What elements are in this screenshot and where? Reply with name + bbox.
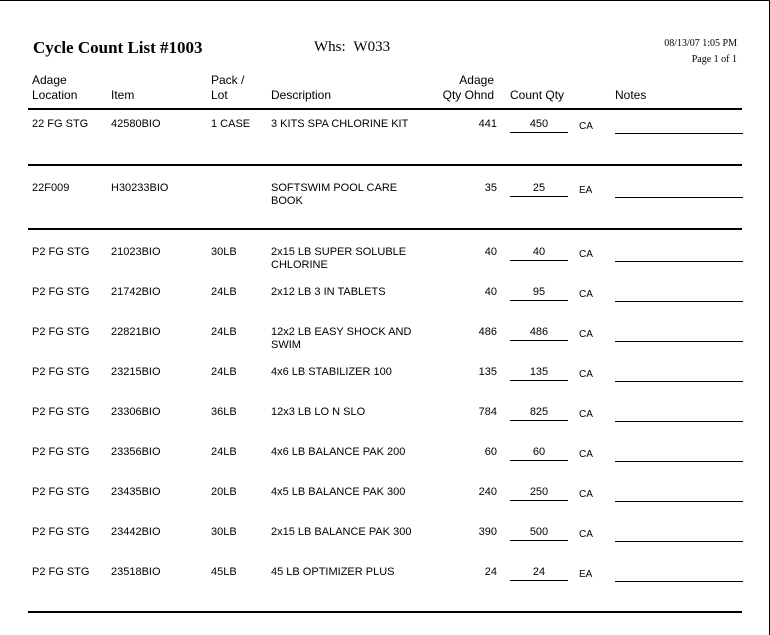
row-count-qty: 250 bbox=[510, 486, 568, 501]
row-qty-on-hand: 486 bbox=[478, 326, 497, 338]
row-description: 2x15 LB BALANCE PAK 300 bbox=[271, 526, 412, 538]
row-location: P2 FG STG bbox=[32, 566, 90, 578]
row-qty-on-hand: 24 bbox=[484, 566, 497, 578]
row-location: P2 FG STG bbox=[32, 286, 90, 298]
row-pack: 1 CASE bbox=[211, 118, 251, 130]
row-item: 23435BIO bbox=[111, 486, 161, 498]
row-notes-line bbox=[615, 461, 743, 462]
row-uom: CA bbox=[579, 489, 593, 500]
row-notes-line bbox=[615, 581, 743, 582]
row-item: 21742BIO bbox=[111, 286, 161, 298]
row-item: 23356BIO bbox=[111, 446, 161, 458]
row-pack: 45LB bbox=[211, 566, 237, 578]
column-header-location-line2: Location bbox=[32, 88, 78, 102]
row-item: 23215BIO bbox=[111, 366, 161, 378]
row-uom: CA bbox=[579, 121, 593, 132]
row-item: H30233BIO bbox=[111, 182, 169, 194]
column-header-location bbox=[32, 73, 77, 103]
row-qty-on-hand: 35 bbox=[484, 182, 497, 194]
row-uom: CA bbox=[579, 249, 593, 260]
row-item: 23306BIO bbox=[111, 406, 161, 418]
row-pack: 20LB bbox=[211, 486, 237, 498]
row-item: 42580BIO bbox=[111, 118, 161, 130]
row-count-qty: 450 bbox=[510, 118, 568, 133]
column-header-notes: Notes bbox=[615, 88, 647, 102]
row-count-qty: 486 bbox=[510, 326, 568, 341]
column-header-qty-line2: Qty Ohnd bbox=[442, 88, 494, 102]
row-qty-on-hand: 441 bbox=[478, 118, 497, 130]
row-description: 12x3 LB LO N SLO bbox=[271, 406, 366, 418]
row-qty-on-hand: 784 bbox=[478, 406, 497, 418]
row-item: 22821BIO bbox=[111, 326, 161, 338]
column-header-qty-line1: Adage bbox=[459, 73, 494, 87]
row-uom: CA bbox=[579, 329, 593, 340]
row-description: 4x5 LB BALANCE PAK 300 bbox=[271, 486, 406, 498]
row-qty-on-hand: 135 bbox=[478, 366, 497, 378]
group-rule bbox=[28, 164, 742, 166]
row-notes-line bbox=[615, 541, 743, 542]
row-count-qty: 60 bbox=[510, 446, 568, 461]
row-notes-line bbox=[615, 197, 743, 198]
row-pack: 36LB bbox=[211, 406, 237, 418]
row-uom: CA bbox=[579, 409, 593, 420]
row-count-qty: 40 bbox=[510, 246, 568, 261]
row-location: P2 FG STG bbox=[32, 446, 90, 458]
warehouse-label bbox=[314, 39, 390, 56]
column-header-item: Item bbox=[111, 88, 135, 102]
row-notes-line bbox=[615, 381, 743, 382]
row-item: 23518BIO bbox=[111, 566, 161, 578]
row-location: P2 FG STG bbox=[32, 246, 90, 258]
row-description: SOFTSWIM POOL CARE BOOK bbox=[271, 182, 398, 207]
row-description: 12x2 LB EASY SHOCK AND SWIM bbox=[271, 326, 412, 351]
column-header-pack-line1: Pack / bbox=[211, 73, 245, 87]
column-header-pack-line2: Lot bbox=[211, 88, 228, 102]
column-header-description: Description bbox=[271, 88, 332, 102]
row-notes-line bbox=[615, 501, 743, 502]
page-number: Page 1 of 1 bbox=[691, 54, 737, 65]
row-qty-on-hand: 390 bbox=[478, 526, 497, 538]
row-location: P2 FG STG bbox=[32, 366, 90, 378]
row-description: 4x6 LB BALANCE PAK 200 bbox=[271, 446, 406, 458]
row-count-qty: 24 bbox=[510, 566, 568, 581]
row-uom: CA bbox=[579, 529, 593, 540]
page-border-top bbox=[0, 0, 770, 1]
column-header-location-line1: Adage bbox=[32, 73, 67, 87]
column-header-count: Count Qty bbox=[510, 88, 565, 102]
report-title: Cycle Count List #1003 bbox=[33, 38, 203, 57]
row-location: 22 FG STG bbox=[32, 118, 89, 130]
row-description: 2x12 LB 3 IN TABLETS bbox=[271, 286, 386, 298]
row-count-qty: 95 bbox=[510, 286, 568, 301]
group-rule bbox=[28, 228, 742, 230]
row-item: 23442BIO bbox=[111, 526, 161, 538]
row-count-qty: 135 bbox=[510, 366, 568, 381]
row-description: 2x15 LB SUPER SOLUBLE CHLORINE bbox=[271, 246, 407, 271]
row-location: 22F009 bbox=[32, 182, 70, 194]
row-description: 4x6 LB STABILIZER 100 bbox=[271, 366, 392, 378]
column-header-pack bbox=[211, 73, 244, 103]
row-uom: EA bbox=[579, 569, 593, 580]
row-qty-on-hand: 40 bbox=[484, 246, 497, 258]
footer-rule bbox=[28, 611, 742, 613]
column-header-qty bbox=[430, 73, 494, 103]
row-notes-line bbox=[615, 341, 743, 342]
header-rule bbox=[28, 108, 742, 110]
row-count-qty: 825 bbox=[510, 406, 568, 421]
row-qty-on-hand: 240 bbox=[478, 486, 497, 498]
row-location: P2 FG STG bbox=[32, 526, 90, 538]
row-notes-line bbox=[615, 301, 743, 302]
row-qty-on-hand: 40 bbox=[484, 286, 497, 298]
row-location: P2 FG STG bbox=[32, 406, 90, 418]
row-location: P2 FG STG bbox=[32, 486, 90, 498]
row-qty-on-hand: 60 bbox=[484, 446, 497, 458]
row-notes-line bbox=[615, 133, 743, 134]
row-item: 21023BIO bbox=[111, 246, 161, 258]
row-uom: EA bbox=[579, 185, 593, 196]
report-date: 08/13/07 1:05 PM bbox=[664, 38, 737, 49]
row-pack: 24LB bbox=[211, 366, 237, 378]
row-description: 45 LB OPTIMIZER PLUS bbox=[271, 566, 395, 578]
row-pack: 24LB bbox=[211, 286, 237, 298]
row-pack: 24LB bbox=[211, 446, 237, 458]
row-uom: CA bbox=[579, 449, 593, 460]
row-uom: CA bbox=[579, 289, 593, 300]
row-count-qty: 25 bbox=[510, 182, 568, 197]
row-uom: CA bbox=[579, 369, 593, 380]
row-pack: 24LB bbox=[211, 326, 237, 338]
row-count-qty: 500 bbox=[510, 526, 568, 541]
row-location: P2 FG STG bbox=[32, 326, 90, 338]
warehouse-label-text: Whs: bbox=[314, 39, 346, 55]
row-description: 3 KITS SPA CHLORINE KIT bbox=[271, 118, 409, 130]
row-pack: 30LB bbox=[211, 246, 237, 258]
row-notes-line bbox=[615, 421, 743, 422]
warehouse-code: W033 bbox=[353, 39, 391, 55]
row-notes-line bbox=[615, 261, 743, 262]
row-pack: 30LB bbox=[211, 526, 237, 538]
